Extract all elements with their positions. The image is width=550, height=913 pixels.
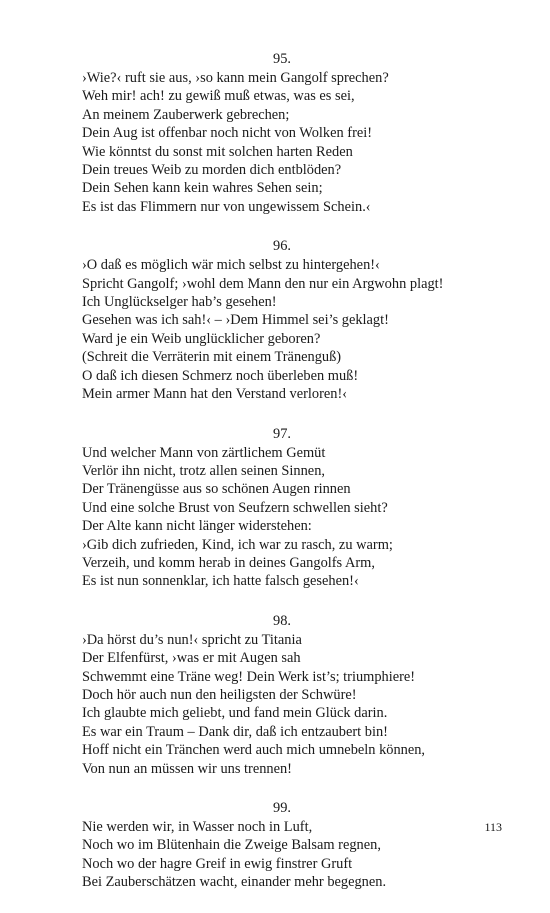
stanza-95 [82,50,482,216]
verse-line: Es war ein Traum – Dank dir, daß ich entzaubert bin! [82,723,388,740]
stanza-number: 97. [273,425,291,442]
verse-line: Gesehen was ich sah!‹ – ›Dem Himmel sei’s geklagt! [82,312,389,329]
stanza-99 [82,799,482,892]
verse-line: Hoff nicht ein Tränchen werd auch mich umnebeln können, [82,742,426,759]
verse-line: Noch wo im Blütenhain die Zweige Balsam regnen, [82,837,381,854]
verse-line: Spricht Gangolf; ›wohl dem Mann den nur ein Argwohn plagt! [82,275,444,292]
verse-line: An meinem Zauberwerk gebrechen; [82,106,290,123]
verse-line: Bei Zauberschätzen wacht, einander mehr begegnen. [82,874,387,891]
verse-line: Es ist nun sonnenklar, ich hatte falsch gesehen!‹ [82,573,359,590]
stanza-96 [82,237,482,403]
verse-line: Ich Unglückselger hab’s gesehen! [82,294,277,311]
verse-line: Weh mir! ach! zu gewiß muß etwas, was es sei, [82,88,355,105]
verse-line: Nie werden wir, in Wasser noch in Luft, [82,819,313,835]
verse-line: Und eine solche Brust von Seufzern schwellen sieht? [82,499,388,516]
verse-line: Es ist das Flimmern nur von ungewissem Schein.‹ [82,198,371,215]
verse-line: Mein armer Mann hat den Verstand verloren!‹ [82,386,348,403]
stanza-number: 96. [273,238,291,255]
verse-line: Und welcher Mann von zärtlichem Gemüt [82,444,326,461]
poem-text [82,50,482,913]
stanza-98 [82,612,482,778]
stanza-97 [82,425,482,591]
verse-line: Wie könntst du sonst mit solchen harten Reden [82,143,353,160]
verse-line: Ich glaubte mich geliebt, und fand mein Glück darin. [82,705,388,722]
stanza-number: 98. [273,612,291,629]
stanza-number: 95. [273,51,291,67]
verse-line: Der Alte kann nicht länger widerstehen: [82,518,312,535]
verse-line: ›Gib dich zufrieden, Kind, ich war zu rasch, zu warm; [82,536,393,553]
verse-line: ›Da hörst du’s nun!‹ spricht zu Titania [82,631,302,648]
verse-line: O daß ich diesen Schmerz noch überleben muß! [82,367,359,384]
stanza-number: 99. [273,800,291,816]
verse-line: Dein treues Weib zu morden dich entblöden? [82,162,342,179]
verse-line: Der Tränengüsse aus so schönen Augen rinnen [82,481,351,498]
verse-line: Verzeih, und komm herab in deines Gangolfs Arm, [82,554,375,571]
verse-line: Noch wo der hagre Greif in ewig finstrer Gruft [82,855,353,872]
verse-line: ›O daß es möglich wär mich selbst zu hintergehen!‹ [82,257,380,274]
verse-line: Ward je ein Weib unglücklicher geboren? [82,330,321,347]
verse-line: Von nun an müssen wir uns trennen! [82,760,292,777]
verse-line: Dein Aug ist offenbar noch nicht von Wolken frei! [82,125,373,142]
verse-line: Der Elfenfürst, ›was er mit Augen sah [82,650,301,667]
verse-line: Doch hör auch nun den heiligsten der Schwüre! [82,686,357,703]
verse-line: Schwemmt eine Träne weg! Dein Werk ist’s; triumphiere! [82,668,416,685]
verse-line: ›Wie?‹ ruft sie aus, ›so kann mein Gangolf sprechen? [82,70,389,86]
verse-line: (Schreit die Verräterin mit einem Tränenguß) [82,349,342,366]
verse-line: Dein Sehen kann kein wahres Sehen sein; [82,180,323,197]
verse-line: Verlör ihn nicht, trotz allen seinen Sinnen, [82,462,325,479]
page-number: 113 [484,820,502,834]
